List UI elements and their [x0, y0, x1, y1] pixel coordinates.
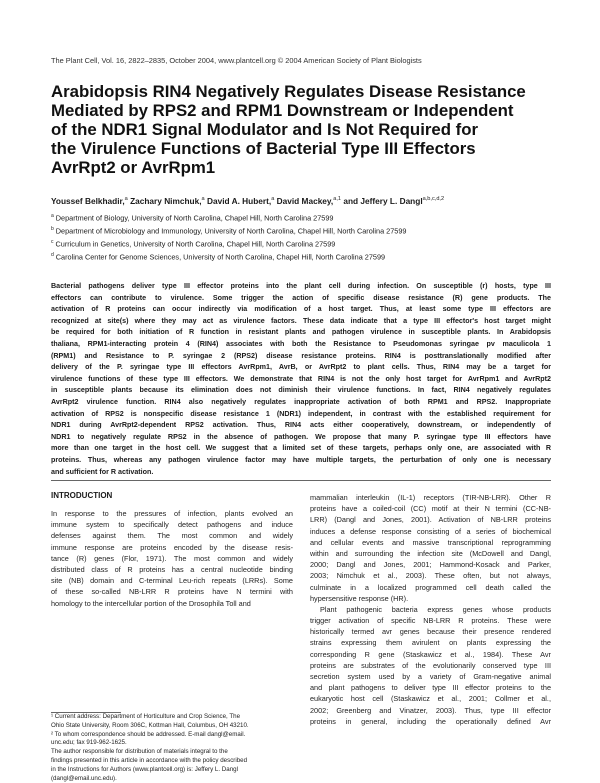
footnotes: [51, 713, 293, 783]
abstract-line: proteins. Thus, whereas any pathogen virulence factor may have multiple targets, the perturbation of only one is necessary: [51, 455, 551, 464]
author-affil-mark: a: [271, 196, 275, 203]
title-line: Mediated by RPS2 and RPM1 Downstream or Independent: [51, 101, 514, 120]
affiliation-text: Department of Biology, University of North Carolina, Chapel Hill, North Carolina 27599: [55, 213, 334, 223]
affiliation: [51, 237, 406, 250]
body-column-right: [310, 492, 551, 727]
body-line: In response to the pressures of infection, plants evolved an: [51, 509, 293, 518]
author-affil-mark: a: [201, 196, 205, 203]
body-line: tance (R) genes (Flor, 1971). The most common and widely: [51, 553, 293, 563]
body-line: secretion system used by a variety of Gram-negative animal: [310, 672, 551, 681]
body-line: Plant pathogenic bacteria express genes whose products: [320, 604, 551, 614]
title-line: AvrRpt2 or AvrRpm1: [51, 158, 216, 177]
abstract-line: NDR1 to negatively regulate RPS2 in the absence of pathogen. We propose that many P. syringae type III effectors have: [51, 432, 551, 441]
body-line: LRR) (Dangl and Jones, 2001). Activation of NB-LRR proteins: [310, 515, 551, 525]
section-heading: INTRODUCTION: [51, 491, 113, 500]
body-line: proteins are substrates of the evolutionarily conserved type III: [310, 660, 551, 670]
author-name: Zachary Nimchuk,: [130, 196, 202, 206]
body-line: trigger activation of specific NB-LRR R proteins. These were: [310, 616, 551, 626]
author-list: [51, 196, 444, 206]
abstract: [51, 281, 551, 478]
abstract-line: NDR1 during AvrRpt2-dependent RPS2 activation. Thus, RIN4 acts either cooperatively, downstream, or independently of: [51, 421, 551, 430]
author-name: and Jeffery L. Dangl: [343, 196, 423, 206]
body-line: 2003; Nimchuk et al., 2003). These often, but not always,: [310, 571, 551, 581]
affiliation: [51, 211, 406, 224]
title-line: of the NDR1 Signal Modulator and Is Not Required for: [51, 120, 478, 139]
abstract-line: (RPM1) and Resistance to P. syringae 2 (RPS2) disease resistance proteins. RIN4 is posttranslationally modified after: [51, 351, 551, 360]
affiliation-mark: a: [51, 213, 54, 219]
affiliation-text: Department of Microbiology and Immunology, University of North Carolina, Chapel Hill, North Carolina 27599: [55, 226, 407, 236]
body-line: within and surrounding the infection site (McDowell and Dangl,: [310, 548, 551, 558]
abstract-line: AvrRpt2 virulence function. RIN4 also negatively regulates inappropriate activation of both RPM1 and RPS2. Inappropriate: [51, 397, 551, 406]
affiliation-text: Carolina Center for Genome Sciences, University of North Carolina, Chapel Hill, North Carolina 27599: [55, 252, 386, 262]
body-column-left: [51, 508, 293, 609]
author-affil-mark: a,1: [333, 196, 342, 203]
body-line: 2000; Dangl and Jones, 2001; Hammond-Kosack and Parker,: [310, 560, 551, 570]
footnote-line: unc.edu; fax 919-962-1625.: [51, 739, 127, 747]
body-line: of these so-called NB-LRR R proteins have N termini with: [51, 587, 293, 597]
body-line: immune system to specifically detect pathogens and induce: [51, 520, 293, 530]
abstract-line: more than one target in the host cell. We suggest that a limited set of these targets, perhaps only one, are associated with R: [51, 444, 551, 453]
affiliation-text: Curriculum in Genetics, University of North Carolina, Chapel Hill, North Carolina 27599: [55, 239, 336, 249]
title-line: Arabidopsis RIN4 Negatively Regulates Disease Resistance: [51, 82, 526, 101]
body-line: culminate in a localized programmed cell death called the: [310, 582, 551, 592]
footnote-line: (dangl@email.unc.edu).: [51, 774, 117, 782]
body-line: and plant pathogens to deliver type III effector proteins to the: [310, 683, 551, 693]
abstract-line: in susceptible plants because its elimination does not diminish their virulence functions. In fact, RIN4 negatively regulates: [51, 386, 551, 395]
footnote-line: in the Instructions for Authors (www.plantcell.org) is: Jeffery L. Dangl: [51, 765, 238, 773]
body-line: proteins have a coiled-coil (CC) motif at their N termini (CC-NB-: [310, 504, 551, 514]
section-divider: [51, 480, 551, 481]
body-line: corresponding R gene (Staskawicz et al., 1984). These Avr: [310, 649, 551, 659]
body-line: defenses against them. The most common and widely: [51, 531, 293, 541]
affiliation: [51, 224, 406, 237]
abstract-line: activation of RPS2 is nonspecific disease resistance 1 (NDR1) independent, in contrast with the established requirement for: [51, 409, 551, 418]
footnote-line: Ohio State University, Room 306C, Kottman Hall, Columbus, OH 43210.: [51, 721, 249, 729]
affiliation-mark: b: [51, 226, 54, 233]
body-line: and cellular events and massive transcriptional reprogramming: [310, 537, 551, 547]
abstract-line: delivery of the P. syringae type III effectors AvrRpm1, AvrB, or AvrRpt2 to plant cells. Thus, RIN4 may be a target for: [51, 363, 551, 372]
body-line: 2002; Greenberg and Vinatzer, 2003). Thus, type III effector: [310, 705, 551, 715]
footnote-line: The author responsible for distribution of materials integral to the: [51, 748, 228, 756]
body-line: immune response are proteins encoded by the disease resis-: [51, 542, 293, 552]
body-line: homology to the intercellular portion of the Drosophila Toll and: [51, 598, 251, 608]
body-line: strains expressing them avirulent on plants expressing the: [310, 638, 551, 648]
body-line: hypersensitive response (HR).: [310, 593, 409, 603]
article-title: [51, 82, 551, 177]
footnote-line: ² To whom correspondence should be addressed. E-mail dangl@email.: [51, 730, 246, 738]
affiliation: [51, 250, 406, 263]
abstract-line: recognized at site(s) where they may act as virulence factors. These data indicate that a type III effector's host target might: [51, 316, 551, 325]
footnote-line: findings presented in this article in accordance with the policy described: [51, 756, 248, 764]
body-line: eukaryotic host cell (Staskawicz et al., 2001; Collmer et al.,: [310, 694, 551, 704]
journal-citation: The Plant Cell, Vol. 16, 2822–2835, October 2004, www.plantcell.org © 2004 American Society of Plant Biologists: [51, 56, 422, 65]
author-affil-mark: a,b,c,d,2: [422, 196, 445, 203]
affiliation-mark: c: [51, 239, 54, 246]
affiliation-mark: d: [51, 252, 54, 259]
abstract-line: thaliana, RPM1-interacting protein 4 (RIN4) associates with both the Resistance to Pseudomonas syringae pv maculicola 1: [51, 339, 551, 348]
author-name: Youssef Belkhadir,: [51, 196, 125, 206]
body-line: historically termed avr genes because their presence rendered: [310, 627, 551, 637]
body-line: proteins in general, including the operationally defined Avr: [310, 716, 551, 726]
affiliations: [51, 211, 406, 263]
body-line: distributed class of R proteins has a central nucleotide binding: [51, 564, 293, 574]
author-name: David Mackey,: [276, 196, 334, 206]
body-line: mammalian interleukin (IL-1) receptors (TIR-NB-LRR). Other R: [310, 493, 551, 502]
author-name: David A. Hubert,: [206, 196, 272, 206]
footnote-line: ¹ Current address: Department of Horticulture and Crop Science, The: [51, 713, 241, 720]
abstract-line: virulence functions of these type III effectors. We demonstrate that RIN4 is not the only host target for AvrRpm1 and AvrRpt2: [51, 374, 551, 383]
abstract-line: effectors can contribute to virulence. Some trigger the action of specific disease resistance (R) gene products. The: [51, 293, 551, 302]
title-line: the Virulence Functions of Bacterial Type III Effectors: [51, 139, 476, 158]
body-line: induces a defense response consisting of a series of biochemical: [310, 526, 551, 536]
abstract-line: be required for both initiation of R function in resistant plants and pathogen virulence in susceptible plants. In Arabidopsis: [51, 328, 551, 337]
abstract-line: Bacterial pathogens deliver type III effector proteins into the plant cell during infection. On susceptible (r) hosts, type III: [51, 282, 551, 290]
abstract-line: and sufficient for R activation.: [51, 467, 154, 476]
author-affil-mark: a: [124, 196, 128, 203]
abstract-line: activation of R proteins can occur indirectly via modification of a host target. Thus, at least some type III effectors are: [51, 305, 551, 314]
body-line: site (NB) domain and C-terminal Leu-rich repeats (LRRs). Some: [51, 576, 293, 586]
